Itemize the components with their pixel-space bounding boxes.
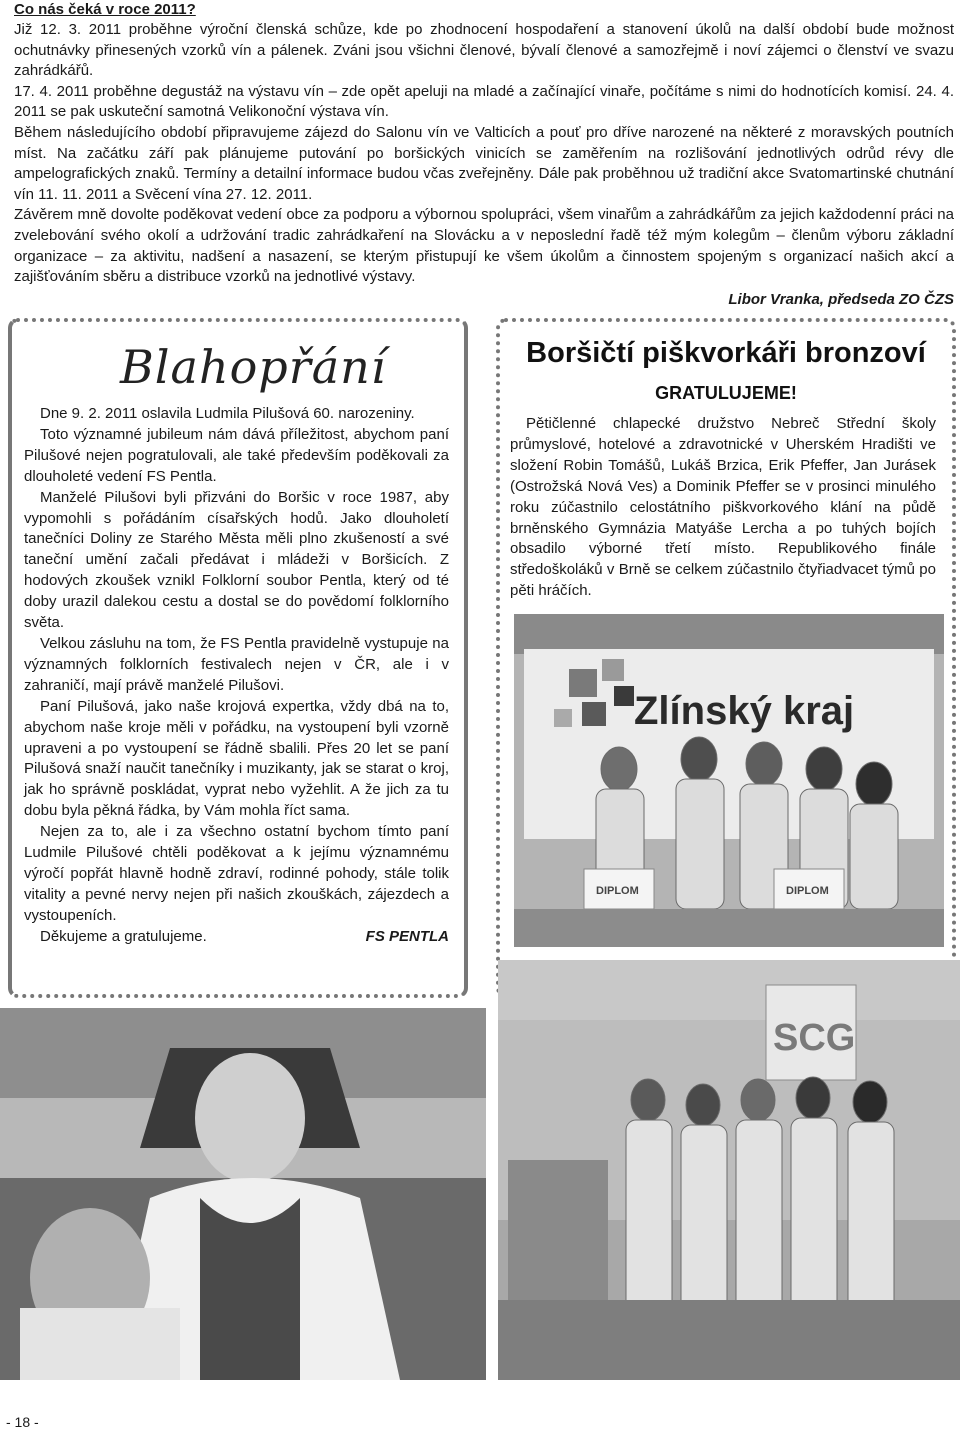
birthday-paragraph-3: Manželé Pilušovi byli přizváni do Boršic v roce 1987, aby vypomohli s pořádáním císařských hodů. Jako dlouholetí tanečníci Doliny ze Starého Města měli plno zkušeností a své taneční umění začali předávat i mládeži v Boršicích. Z hodových zkoušek vznikl Folklorní soubor Pentla, který od té doby urazil dalekou cestu a dostal se do povědomí folklorního světa. xyxy=(24,488,449,632)
article-paragraph-3: Během následujícího období připravujeme zájezd do Salonu vín ve Valticích a pouť pro dříve narozené na některé z moravských poutních míst. Na začátku září pak plánujeme putování po boršických vinicích se zaměřením na rozlišování jednotlivých odrůd révy dle ampelografických znaků. Termíny a detailní informace budou včas zveřejněny. Dále pak proběhnou už tradiční akce Svatomartinské chutnání vín 11. 11. 2011 a Svěcení vína 27. 12. 2011. xyxy=(14,123,954,203)
piskvorky-paragraph-1: Pětičlenné chlapecké družstvo Nebreč Střední školy průmyslové, hotelové a zdravotnické v Uherském Hradišti ve složení Robin Tomášů, Lukáš Brzica, Erik Pfeffer, Jan Jurásek (Ostrožská Nová Ves) a Dominik Pfeffer se v prosinci minulého roku zúčastnilo celostátního piškvorkového klání na půdě brněnského Gymnázia Matyáše Lercha a po tuhých bojích obsadilo výborné třetí místo. Republikového finále středoškoláků v Brně se celkem zúčastnilo čtyřiadvacet týmů po pěti hráčích. xyxy=(510,415,936,600)
birthday-thanks-line xyxy=(24,927,449,948)
page-number: - 18 - xyxy=(6,1414,39,1430)
piskvorky-subtitle: GRATULUJEME! xyxy=(655,383,797,403)
article-paragraph-2: 17. 4. 2011 proběhne degustáž na výstavu vín – zde opět apeluji na mladé a začínající vinaře, počítáme s nimi do hodnotících komisí. 24. 4. 2011 se pak uskuteční samotná Velikonoční výstava vín. xyxy=(14,82,954,121)
scg-text: SCG xyxy=(773,1017,856,1059)
birthday-paragraph-6: Nejen za to, ale i za všechno ostatní bychom tímto paní Ludmile Pilušové chtěli poděkovat a k jejímu významnému výročí popřát hlavně hodně zdraví, rodinné pohody, stále tolik vitality a pevné nervy nejen při našich zkouškách, zájezdech a vystoupeních. xyxy=(24,823,449,924)
birthday-paragraph-5: Paní Pilušová, jako naše krojová expertka, vždy dbá na to, abychom naše kroje měli v pořádku, na vystoupení byli vzorně upraveni a po vystoupení se řádně sbalili. Přes 20 let se paní Pilušová snaží naučit tanečníky i muzikanty, jak se starat o kroj, jak ho správně poskládat, vyprat nebo vyžehlit. A že jich za tu dobu byla pěkná řádka, by Vám mohla říct sama. xyxy=(24,697,449,820)
article-paragraph-4: Závěrem mně dovolte poděkovat vedení obce za podporu a výbornou spolupráci, všem vinařům a zahrádkářům za jejich každodenní práci na zvelebování svého okolí a udržování tradic zahrádkaření na Slovácku a v neposlední řadě též mým kolegům – členům výboru základní organizace – za aktivitu, nadšení a nasazení, se kterým přistupují ke všem úkolům a činnostem spojeným s organizací našich akcí a zajišťováním sběru a distribuce vzorků na jednotlivé výstavy. xyxy=(14,206,954,286)
piskvorky-text xyxy=(510,414,936,602)
birthday-signature: FS PENTLA xyxy=(365,927,449,945)
article-paragraph-1: Již 12. 3. 2011 proběhne výroční členská schůze, kde po zhodnocení hospodaření a stanovení úkolů na další období bude možnost ochutnávky přinesených vzorků vín a pálenek. Zváni jsou všichni členové, bývalí členové a samozřejmě i noví zájemci o členství ve svazu zahrádkářů. xyxy=(14,21,954,80)
birthday-heading: Blahopřání xyxy=(120,340,387,394)
birthday-paragraph-2: Toto významné jubileum nám dává příležitost, abychom paní Pilušové nejen pogratulovali, ale také především poděkovali za dlouholeté vedení FS Pentla. xyxy=(24,425,449,485)
team-photo-banner xyxy=(514,614,944,947)
article-section xyxy=(14,0,954,308)
article-signature: Libor Vranka, předseda ZO ČZS xyxy=(728,290,954,308)
folk-costume-photo xyxy=(0,1008,486,1380)
birthday-paragraph-4: Velkou zásluhu na tom, že FS Pentla pravidelně vystupuje na významných folklorních festivalech nejen v ČR, ale i v zahraničí, mají právě manželé Pilušovi. xyxy=(24,634,449,694)
birthday-paragraph-1: Dne 9. 2. 2011 oslavila Ludmila Pilušová 60. narozeniny. xyxy=(40,405,415,422)
diplom-text-2: DIPLOM xyxy=(786,885,829,897)
birthday-thanks: Děkujeme a gratulujeme. xyxy=(40,927,207,945)
article-title: Co nás čeká v roce 2011? xyxy=(14,1,196,18)
birthday-text xyxy=(24,404,449,948)
diplom-text-1: DIPLOM xyxy=(596,885,639,897)
piskvorky-title: Boršičtí piškvorkáři bronzoví xyxy=(526,337,926,369)
banner-text: Zlínský kraj xyxy=(634,689,855,733)
team-photo-scg xyxy=(498,960,960,1380)
